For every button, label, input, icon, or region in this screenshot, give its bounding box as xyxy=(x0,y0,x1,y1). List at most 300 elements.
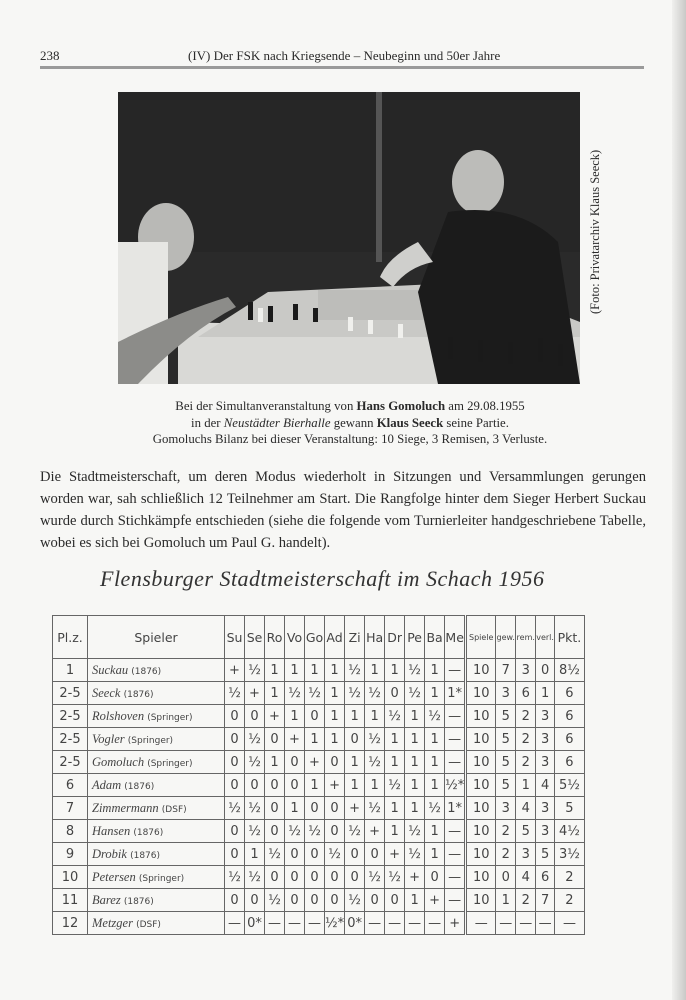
caption-text: Bei der Simultanveranstaltung von xyxy=(175,399,357,413)
photo-caption xyxy=(100,398,600,448)
result-cell: 0 xyxy=(285,889,305,912)
place-cell: 2-5 xyxy=(53,728,88,751)
column-header-pkt: Pkt. xyxy=(554,616,584,659)
losses-cell: 3 xyxy=(536,751,555,774)
player-cell xyxy=(88,866,225,889)
result-cell: 1 xyxy=(405,728,425,751)
result-cell: 1 xyxy=(285,705,305,728)
place-cell: 2-5 xyxy=(53,751,88,774)
player-name: Suckau xyxy=(92,662,132,677)
result-cell: 1 xyxy=(285,659,305,682)
player-name: Metzger xyxy=(92,915,137,930)
place-cell: 7 xyxy=(53,797,88,820)
result-cell: 0 xyxy=(425,866,445,889)
result-cell: 0 xyxy=(305,866,325,889)
result-cell: ½ xyxy=(345,820,365,843)
result-cell: 1 xyxy=(265,682,285,705)
place-cell: 11 xyxy=(53,889,88,912)
caption-text: gewann xyxy=(330,415,377,430)
result-cell: 0 xyxy=(225,843,245,866)
player-club: (Springer) xyxy=(147,758,193,769)
wins-cell: 5 xyxy=(496,705,516,728)
result-cell: 1 xyxy=(385,797,405,820)
result-cell: 0 xyxy=(245,889,265,912)
losses-cell: 3 xyxy=(536,820,555,843)
result-cell: 1 xyxy=(425,774,445,797)
losses-cell: 3 xyxy=(536,797,555,820)
result-cell: 1 xyxy=(405,705,425,728)
table-row xyxy=(53,682,585,705)
result-cell: 1 xyxy=(405,751,425,774)
points-cell: 5 xyxy=(554,797,584,820)
result-cell: 0 xyxy=(385,889,405,912)
result-cell: 1 xyxy=(305,774,325,797)
wins-cell: — xyxy=(496,912,516,935)
games-cell: 10 xyxy=(466,659,496,682)
table-row xyxy=(53,774,585,797)
result-cell: ½ xyxy=(345,659,365,682)
games-cell: 10 xyxy=(466,682,496,705)
games-cell: 10 xyxy=(466,866,496,889)
column-header-spieler: Spieler xyxy=(88,616,225,659)
table-row xyxy=(53,843,585,866)
result-cell: — xyxy=(305,912,325,935)
result-cell: 0 xyxy=(225,728,245,751)
games-cell: 10 xyxy=(466,705,496,728)
result-cell: — xyxy=(445,728,466,751)
page-number: 238 xyxy=(40,48,60,63)
player-cell xyxy=(88,728,225,751)
table-row xyxy=(53,797,585,820)
result-cell: + xyxy=(405,866,425,889)
result-cell: 0 xyxy=(365,889,385,912)
wins-cell: 5 xyxy=(496,728,516,751)
column-header-pe: Pe xyxy=(405,616,425,659)
player-club: (1876) xyxy=(130,850,161,861)
player-cell xyxy=(88,659,225,682)
result-cell: — xyxy=(445,843,466,866)
result-cell: 0 xyxy=(305,843,325,866)
result-cell: 1 xyxy=(425,843,445,866)
result-cell: 0 xyxy=(385,682,405,705)
games-cell: 10 xyxy=(466,843,496,866)
player-name: Rolshoven xyxy=(92,708,148,723)
games-cell: 10 xyxy=(466,797,496,820)
result-cell: ½ xyxy=(285,682,305,705)
table-row xyxy=(53,751,585,774)
standings-table xyxy=(52,615,585,935)
losses-cell: 7 xyxy=(536,889,555,912)
result-cell: 1 xyxy=(345,774,365,797)
result-cell: 1 xyxy=(385,820,405,843)
result-cell: 1 xyxy=(285,797,305,820)
column-header-su: Su xyxy=(225,616,245,659)
player-name: Vogler xyxy=(92,731,128,746)
caption-line-2 xyxy=(100,415,600,432)
points-cell: 2 xyxy=(554,889,584,912)
result-cell: 0 xyxy=(265,797,285,820)
player-club: (1876) xyxy=(123,896,154,907)
caption-text: am 29.08.1955 xyxy=(445,399,525,413)
result-cell: 1 xyxy=(245,843,265,866)
result-cell: 0 xyxy=(285,774,305,797)
result-cell: ½ xyxy=(405,659,425,682)
draws-cell: 4 xyxy=(516,797,536,820)
points-cell: 3½ xyxy=(554,843,584,866)
wins-cell: 2 xyxy=(496,820,516,843)
body-paragraph: Die Stadtmeisterschaft, um deren Modus wiederholt in Sitzungen und Versammlungen gerungen worden war, sah schließlich 12 Teilnehmer am Start. Die Rangfolge hinter dem Sieger Herbert Suckau wurde durch Stichkämpfe entschieden (siehe die folgende vom Turnierleiter handgeschriebene Tabelle, wobei es sich bei Gomoluch um Paul G. handelt). xyxy=(40,469,646,551)
place-cell: 2-5 xyxy=(53,682,88,705)
points-cell: — xyxy=(554,912,584,935)
caption-text: in der xyxy=(191,415,224,430)
result-cell: 1 xyxy=(325,659,345,682)
points-cell: 6 xyxy=(554,728,584,751)
result-cell: 0 xyxy=(265,728,285,751)
result-cell: 1 xyxy=(405,774,425,797)
wins-cell: 3 xyxy=(496,682,516,705)
player-name: Drobik xyxy=(92,846,131,861)
column-header-zi: Zi xyxy=(345,616,365,659)
result-cell: ½ xyxy=(405,843,425,866)
result-cell: 1 xyxy=(425,820,445,843)
result-cell: 0 xyxy=(265,820,285,843)
player-club: (Springer) xyxy=(138,873,185,884)
draws-cell: 5 xyxy=(516,820,536,843)
column-header-ad: Ad xyxy=(325,616,345,659)
result-cell: ½ xyxy=(365,797,385,820)
table-row xyxy=(53,705,585,728)
place-cell: 10 xyxy=(53,866,88,889)
draws-cell: — xyxy=(516,912,536,935)
draws-cell: 2 xyxy=(516,751,536,774)
result-cell: ½ xyxy=(245,866,265,889)
result-cell: — xyxy=(445,889,466,912)
caption-name-gomoluch: Hans Gomoluch xyxy=(356,399,446,413)
result-cell: ½ xyxy=(245,797,265,820)
result-cell: — xyxy=(445,751,466,774)
wins-cell: 5 xyxy=(496,774,516,797)
player-cell xyxy=(88,705,225,728)
result-cell: 1 xyxy=(305,659,325,682)
result-cell: 1* xyxy=(445,682,466,705)
result-cell: ½ xyxy=(345,682,365,705)
result-cell: 0 xyxy=(345,843,365,866)
result-cell: ½* xyxy=(325,912,345,935)
result-cell: ½ xyxy=(265,889,285,912)
result-cell: + xyxy=(345,797,365,820)
place-cell: 9 xyxy=(53,843,88,866)
points-cell: 6 xyxy=(554,682,584,705)
result-cell: 1 xyxy=(305,728,325,751)
player-name: Zimmermann xyxy=(92,800,162,815)
result-cell: ½ xyxy=(245,728,265,751)
place-cell: 12 xyxy=(53,912,88,935)
result-cell: 1 xyxy=(385,751,405,774)
draws-cell: 6 xyxy=(516,682,536,705)
wins-cell: 7 xyxy=(496,659,516,682)
result-cell: 1 xyxy=(425,682,445,705)
draws-cell: 4 xyxy=(516,866,536,889)
column-header-spiele: Spiele xyxy=(466,616,496,659)
result-cell: ½ xyxy=(365,728,385,751)
player-club: (DSF) xyxy=(161,804,187,815)
table-row xyxy=(53,889,585,912)
column-header-plz: Pl.z. xyxy=(53,616,88,659)
result-cell: 0* xyxy=(345,912,365,935)
result-cell: 0 xyxy=(225,751,245,774)
table-body xyxy=(53,659,585,935)
result-cell: 1 xyxy=(325,728,345,751)
player-name: Adam xyxy=(92,777,125,792)
result-cell: 0 xyxy=(305,705,325,728)
points-cell: 4½ xyxy=(554,820,584,843)
header-rule xyxy=(40,66,644,69)
chess-photo-illustration xyxy=(118,92,580,384)
result-cell: 0 xyxy=(325,820,345,843)
result-cell: 1 xyxy=(365,659,385,682)
player-name: Seeck xyxy=(92,685,124,700)
result-cell: — xyxy=(425,912,445,935)
player-name: Gomoluch xyxy=(92,754,148,769)
column-header-vo: Vo xyxy=(285,616,305,659)
place-cell: 1 xyxy=(53,659,88,682)
losses-cell: 3 xyxy=(536,705,555,728)
table-row xyxy=(53,659,585,682)
result-cell: 0 xyxy=(265,866,285,889)
result-cell: 0 xyxy=(305,889,325,912)
games-cell: 10 xyxy=(466,820,496,843)
photo-simultaneous-chess xyxy=(118,92,580,384)
result-cell: — xyxy=(445,705,466,728)
result-cell: — xyxy=(445,820,466,843)
result-cell: 1 xyxy=(365,774,385,797)
result-cell: 0 xyxy=(345,866,365,889)
photo-credit-text: (Foto: Privatarchiv Klaus Seeck) xyxy=(588,149,602,314)
column-header-dr: Dr xyxy=(385,616,405,659)
draws-cell: 3 xyxy=(516,843,536,866)
result-cell: 0 xyxy=(245,705,265,728)
result-cell: 0 xyxy=(305,797,325,820)
result-cell: ½ xyxy=(225,797,245,820)
place-cell: 6 xyxy=(53,774,88,797)
result-cell: 0 xyxy=(325,889,345,912)
result-cell: ½ xyxy=(345,889,365,912)
points-cell: 6 xyxy=(554,705,584,728)
points-cell: 5½ xyxy=(554,774,584,797)
result-cell: 1 xyxy=(405,797,425,820)
player-club: (Springer) xyxy=(147,712,193,723)
wins-cell: 0 xyxy=(496,866,516,889)
games-cell: 10 xyxy=(466,751,496,774)
result-cell: 0 xyxy=(265,774,285,797)
result-cell: 1 xyxy=(405,889,425,912)
result-cell: ½ xyxy=(265,843,285,866)
result-cell: ½ xyxy=(365,866,385,889)
column-header-rem: rem. xyxy=(516,616,536,659)
result-cell: 1 xyxy=(385,728,405,751)
result-cell: 0 xyxy=(325,866,345,889)
points-cell: 8½ xyxy=(554,659,584,682)
result-cell: — xyxy=(445,866,466,889)
result-cell: — xyxy=(285,912,305,935)
running-header xyxy=(40,48,640,68)
result-cell: + xyxy=(445,912,466,935)
result-cell: ½ xyxy=(385,774,405,797)
losses-cell: 3 xyxy=(536,728,555,751)
caption-name-seeck: Klaus Seeck xyxy=(376,415,444,430)
column-header-se: Se xyxy=(245,616,265,659)
wins-cell: 5 xyxy=(496,751,516,774)
player-name: Petersen xyxy=(92,869,139,884)
result-cell: + xyxy=(305,751,325,774)
result-cell: 0 xyxy=(325,797,345,820)
result-cell: ½ xyxy=(325,843,345,866)
place-cell: 8 xyxy=(53,820,88,843)
games-cell: — xyxy=(466,912,496,935)
caption-text: seine Partie. xyxy=(443,415,509,430)
column-header-ha: Ha xyxy=(365,616,385,659)
draws-cell: 2 xyxy=(516,889,536,912)
result-cell: ½ xyxy=(305,820,325,843)
result-cell: — xyxy=(445,659,466,682)
points-cell: 6 xyxy=(554,751,584,774)
draws-cell: 2 xyxy=(516,728,536,751)
result-cell: ½ xyxy=(385,705,405,728)
table-row xyxy=(53,912,585,935)
result-cell: ½ xyxy=(245,820,265,843)
column-header-ba: Ba xyxy=(425,616,445,659)
result-cell: + xyxy=(265,705,285,728)
draws-cell: 3 xyxy=(516,659,536,682)
column-header-me: Me xyxy=(445,616,466,659)
result-cell: 1 xyxy=(385,659,405,682)
result-cell: ½ xyxy=(365,751,385,774)
result-cell: 1 xyxy=(345,751,365,774)
losses-cell: — xyxy=(536,912,555,935)
result-cell: 0 xyxy=(325,751,345,774)
player-club: (1876) xyxy=(124,781,155,792)
result-cell: 1 xyxy=(425,751,445,774)
result-cell: ½ xyxy=(425,705,445,728)
wins-cell: 2 xyxy=(496,843,516,866)
result-cell: 0 xyxy=(285,843,305,866)
result-cell: ½ xyxy=(225,866,245,889)
losses-cell: 5 xyxy=(536,843,555,866)
player-name: Barez xyxy=(92,892,124,907)
result-cell: + xyxy=(365,820,385,843)
player-cell xyxy=(88,820,225,843)
result-cell: 1 xyxy=(365,705,385,728)
points-cell: 2 xyxy=(554,866,584,889)
result-cell: 0 xyxy=(365,843,385,866)
table-header-row xyxy=(53,616,585,659)
result-cell: 1 xyxy=(345,705,365,728)
result-cell: ½ xyxy=(405,682,425,705)
result-cell: ½ xyxy=(425,797,445,820)
player-cell xyxy=(88,797,225,820)
table-row xyxy=(53,820,585,843)
result-cell: 0 xyxy=(225,820,245,843)
result-cell: 0 xyxy=(285,866,305,889)
result-cell: — xyxy=(405,912,425,935)
result-cell: + xyxy=(285,728,305,751)
losses-cell: 4 xyxy=(536,774,555,797)
player-club: (1876) xyxy=(131,666,162,677)
player-cell xyxy=(88,912,225,935)
result-cell: ½ xyxy=(285,820,305,843)
result-cell: + xyxy=(385,843,405,866)
table-row xyxy=(53,866,585,889)
result-cell: 0 xyxy=(345,728,365,751)
result-cell: ½ xyxy=(365,682,385,705)
games-cell: 10 xyxy=(466,728,496,751)
draws-cell: 2 xyxy=(516,705,536,728)
table-row xyxy=(53,728,585,751)
result-cell: ½ xyxy=(405,820,425,843)
result-cell: + xyxy=(325,774,345,797)
result-cell: + xyxy=(225,659,245,682)
result-cell: ½* xyxy=(445,774,466,797)
result-cell: ½ xyxy=(245,751,265,774)
player-cell xyxy=(88,682,225,705)
result-cell: 1 xyxy=(325,682,345,705)
result-cell: ½ xyxy=(305,682,325,705)
games-cell: 10 xyxy=(466,889,496,912)
draws-cell: 1 xyxy=(516,774,536,797)
caption-line-1 xyxy=(100,398,600,415)
caption-line-3: Gomoluchs Bilanz bei dieser Veranstaltung: 10 Siege, 3 Remisen, 3 Verluste. xyxy=(152,432,548,446)
player-club: (1876) xyxy=(133,827,164,838)
table-title: Flensburger Stadtmeisterschaft im Schach 1956 xyxy=(100,566,545,591)
column-header-go: Go xyxy=(305,616,325,659)
player-club: (DSF) xyxy=(136,919,161,930)
player-cell xyxy=(88,774,225,797)
place-cell: 2-5 xyxy=(53,705,88,728)
result-cell: 1 xyxy=(425,659,445,682)
column-header-gew: gew. xyxy=(496,616,516,659)
page-edge-shadow xyxy=(672,0,686,1000)
result-cell: — xyxy=(365,912,385,935)
games-cell: 10 xyxy=(466,774,496,797)
losses-cell: 1 xyxy=(536,682,555,705)
result-cell: — xyxy=(385,912,405,935)
player-club: (1876) xyxy=(123,689,154,700)
result-cell: ½ xyxy=(225,682,245,705)
result-cell: + xyxy=(245,682,265,705)
player-club: (Springer) xyxy=(127,735,174,746)
player-cell xyxy=(88,889,225,912)
result-cell: — xyxy=(265,912,285,935)
player-cell xyxy=(88,843,225,866)
result-cell: 1 xyxy=(265,751,285,774)
result-cell: 1* xyxy=(445,797,466,820)
result-cell: 0 xyxy=(245,774,265,797)
result-cell: — xyxy=(225,912,245,935)
losses-cell: 6 xyxy=(536,866,555,889)
player-name: Hansen xyxy=(92,823,134,838)
result-cell: 0 xyxy=(225,774,245,797)
result-cell: 1 xyxy=(425,728,445,751)
caption-venue: Neustädter Bierhalle xyxy=(223,415,331,430)
wins-cell: 1 xyxy=(496,889,516,912)
column-header-verl: verl. xyxy=(536,616,555,659)
chapter-title: (IV) Der FSK nach Kriegsende – Neubeginn und 50er Jahre xyxy=(188,48,501,63)
result-cell: ½ xyxy=(385,866,405,889)
player-cell xyxy=(88,751,225,774)
result-cell: 0* xyxy=(245,912,265,935)
result-cell: 0 xyxy=(225,705,245,728)
result-cell: 1 xyxy=(325,705,345,728)
